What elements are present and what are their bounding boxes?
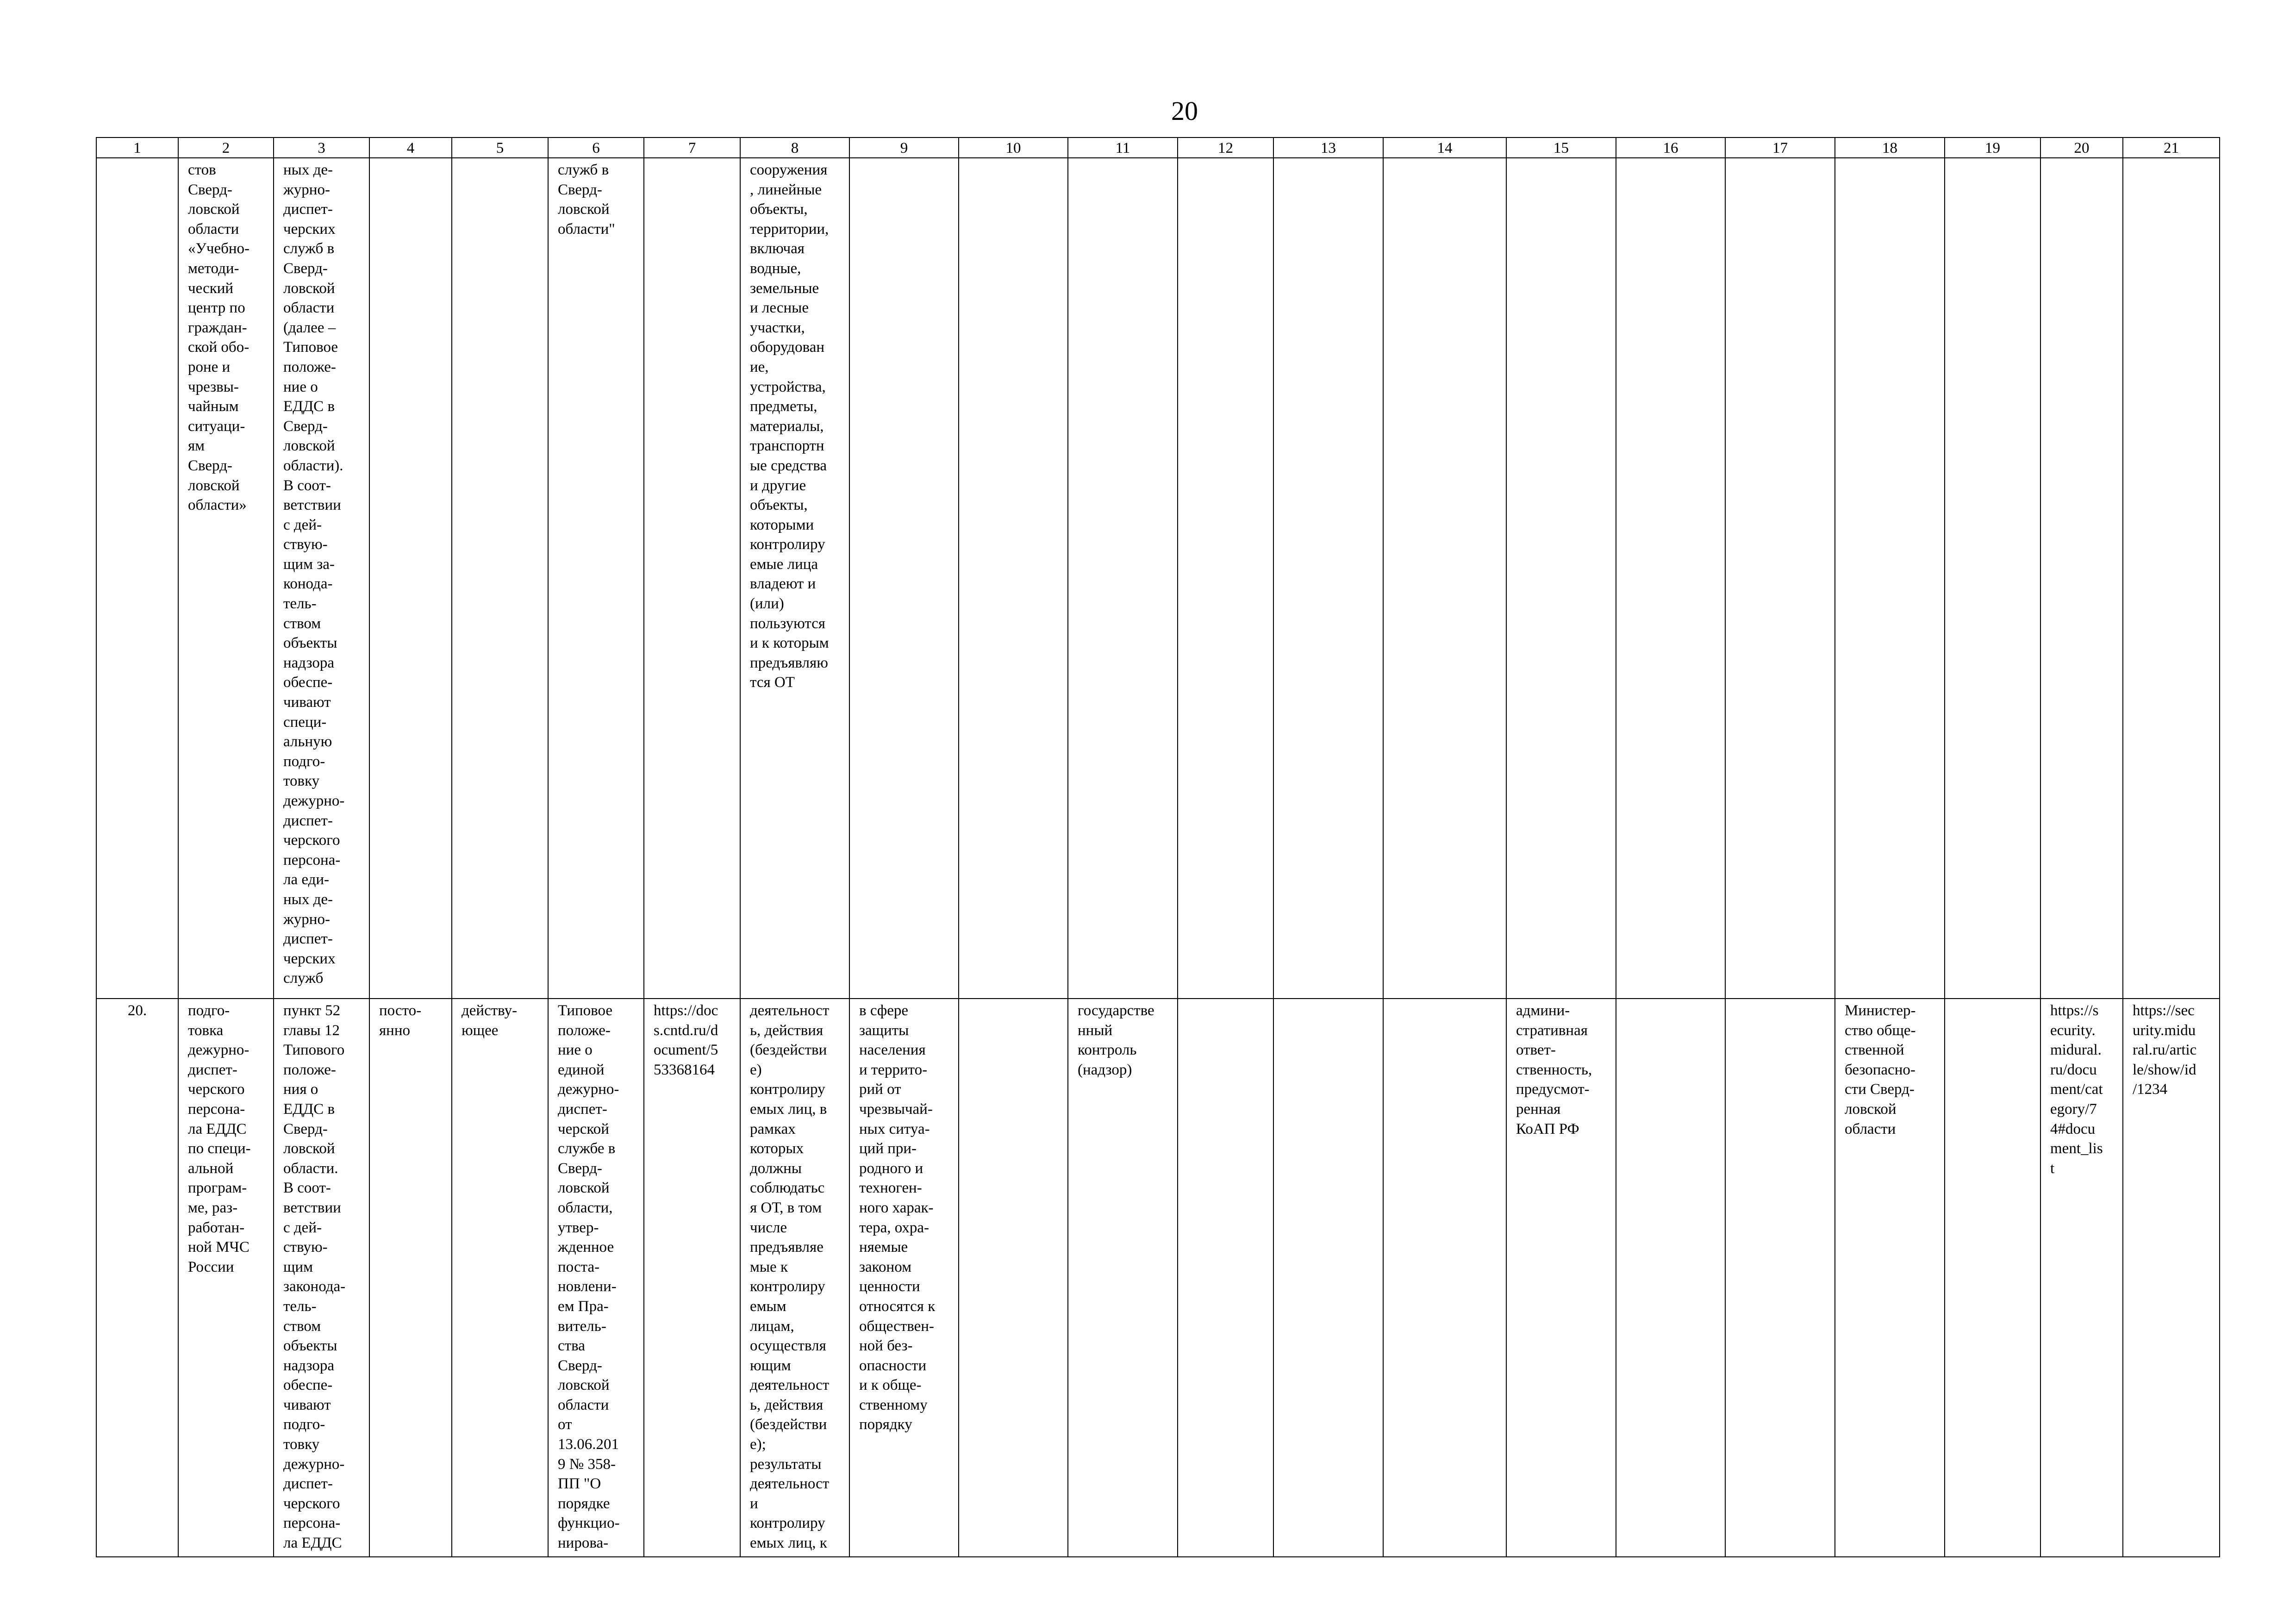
column-header: 9 [849, 137, 959, 158]
column-header: 17 [1725, 137, 1835, 158]
table-cell: Министер- ство обще- ственной безопасно- сти Сверд- ловской области [1835, 999, 1945, 1557]
table-cell [1068, 158, 1178, 999]
column-header: 16 [1616, 137, 1725, 158]
table-cell [1616, 999, 1725, 1557]
table-cell [1178, 158, 1273, 999]
table-cell [849, 158, 959, 999]
article-link-cell[interactable]: https://sec urity.midu ral.ru/artic le/show/id /1234 [2123, 999, 2220, 1557]
table-cell: служб в Сверд- ловской области" [548, 158, 644, 999]
column-header: 6 [548, 137, 644, 158]
table-cell [1506, 158, 1616, 999]
table-row [96, 999, 2220, 1557]
document-link-cell[interactable]: https://doc s.cntd.ru/d ocument/5 53368164 [644, 999, 740, 1557]
column-header: 2 [178, 137, 274, 158]
table-cell [1383, 158, 1506, 999]
column-header: 15 [1506, 137, 1616, 158]
table-cell [959, 158, 1068, 999]
table-cell [959, 999, 1068, 1557]
table-cell: подго- товка дежурно- диспет- черского персона- ла ЕДДС по специ- альной програм- ме, раз- работан- ной МЧС России [178, 999, 274, 1557]
table-cell [1725, 999, 1835, 1557]
column-header: 11 [1068, 137, 1178, 158]
table-cell [1178, 999, 1273, 1557]
column-header: 3 [274, 137, 369, 158]
document-table [96, 137, 2220, 1557]
document-link-cell[interactable]: https://s ecurity. midural. ru/docu ment/cat egory/7 4#docu ment_lis t [2040, 999, 2123, 1557]
column-header: 7 [644, 137, 740, 158]
table-cell: сооружения , линейные объекты, территории, включая водные, земельные и лесные участки, оборудован ие, устройства, предметы, материалы, транспортн ые средства и другие объекты, которыми контролиру емые лица владеют и (или) пользуются и к которым предъявляю тся ОТ [740, 158, 849, 999]
column-header: 1 [96, 137, 178, 158]
column-header: 14 [1383, 137, 1506, 158]
table-cell [1273, 999, 1383, 1557]
table-cell [2040, 158, 2123, 999]
table-cell: пункт 52 главы 12 Типового положе- ния о ЕДДС в Сверд- ловской области. В соот- ветствии с дей- ствую- щим законода- тель- ством объекты надзора обеспе- чивают подго- товку дежурно- диспет- черского персона- ла ЕДДС [274, 999, 369, 1557]
table-row [96, 158, 2220, 999]
column-header: 4 [369, 137, 452, 158]
column-header: 8 [740, 137, 849, 158]
page-number: 20 [1171, 96, 1198, 126]
table-cell: админи- стративная ответ- ственность, предусмот- ренная КоАП РФ [1506, 999, 1616, 1557]
table-cell [2123, 158, 2220, 999]
table-cell [96, 158, 178, 999]
table-cell: ных де- журно- диспет- черских служб в Сверд- ловской области (далее – Типовое положе- ние о ЕДДС в Сверд- ловской области). В соот- ветствии с дей- ствую- щим за- конода- тель- ством объекты надзора обеспе- чивают специ- альную подго- товку дежурно- диспет- черского персона- ла еди- ных де- журно- диспет- черских служб [274, 158, 369, 999]
column-header: 12 [1178, 137, 1273, 158]
row-number-cell: 20. [96, 999, 178, 1557]
table-cell [1616, 158, 1725, 999]
table-cell [1835, 158, 1945, 999]
table-cell [452, 158, 548, 999]
table-cell: стов Сверд- ловской области «Учебно- методи- ческий центр по граждан- ской обо- роне и чрезвы- чайным ситуаци- ям Сверд- ловской области» [178, 158, 274, 999]
table-cell [1945, 158, 2040, 999]
table-cell [644, 158, 740, 999]
column-header: 10 [959, 137, 1068, 158]
table-cell [1273, 158, 1383, 999]
column-header: 20 [2040, 137, 2123, 158]
table-cell: деятельност ь, действия (бездействи е) контролиру емых лиц, в рамках которых должны соблюдатьс я ОТ, в том числе предъявляе мые к контролиру емым лицам, осуществля ющим деятельност ь, действия (бездействи е); результаты деятельност и контролиру емых лиц, к [740, 999, 849, 1557]
table-cell: государстве нный контроль (надзор) [1068, 999, 1178, 1557]
table-cell: Типовое положе- ние о единой дежурно- диспет- черской службе в Сверд- ловской области, утвер- жденное поста- новлени- ем Пра- витель- ства Сверд- ловской области от 13.06.201 9 № 358- ПП "О порядке функцио- нирова- [548, 999, 644, 1557]
table-cell [1945, 999, 2040, 1557]
column-header: 19 [1945, 137, 2040, 158]
column-header: 21 [2123, 137, 2220, 158]
table-cell: посто- янно [369, 999, 452, 1557]
column-header: 18 [1835, 137, 1945, 158]
table-cell [1383, 999, 1506, 1557]
table-cell [369, 158, 452, 999]
table-cell: в сфере защиты населения и террито- рий от чрезвычай- ных ситуа- ций при- родного и техноген- ного харак- тера, охра- няемые законом ценности относятся к обществен- ной без- опасности и к обще- ственному порядку [849, 999, 959, 1557]
column-header: 13 [1273, 137, 1383, 158]
column-header: 5 [452, 137, 548, 158]
table-cell [1725, 158, 1835, 999]
column-number-header-row [96, 137, 2220, 158]
table-cell: действу- ющее [452, 999, 548, 1557]
